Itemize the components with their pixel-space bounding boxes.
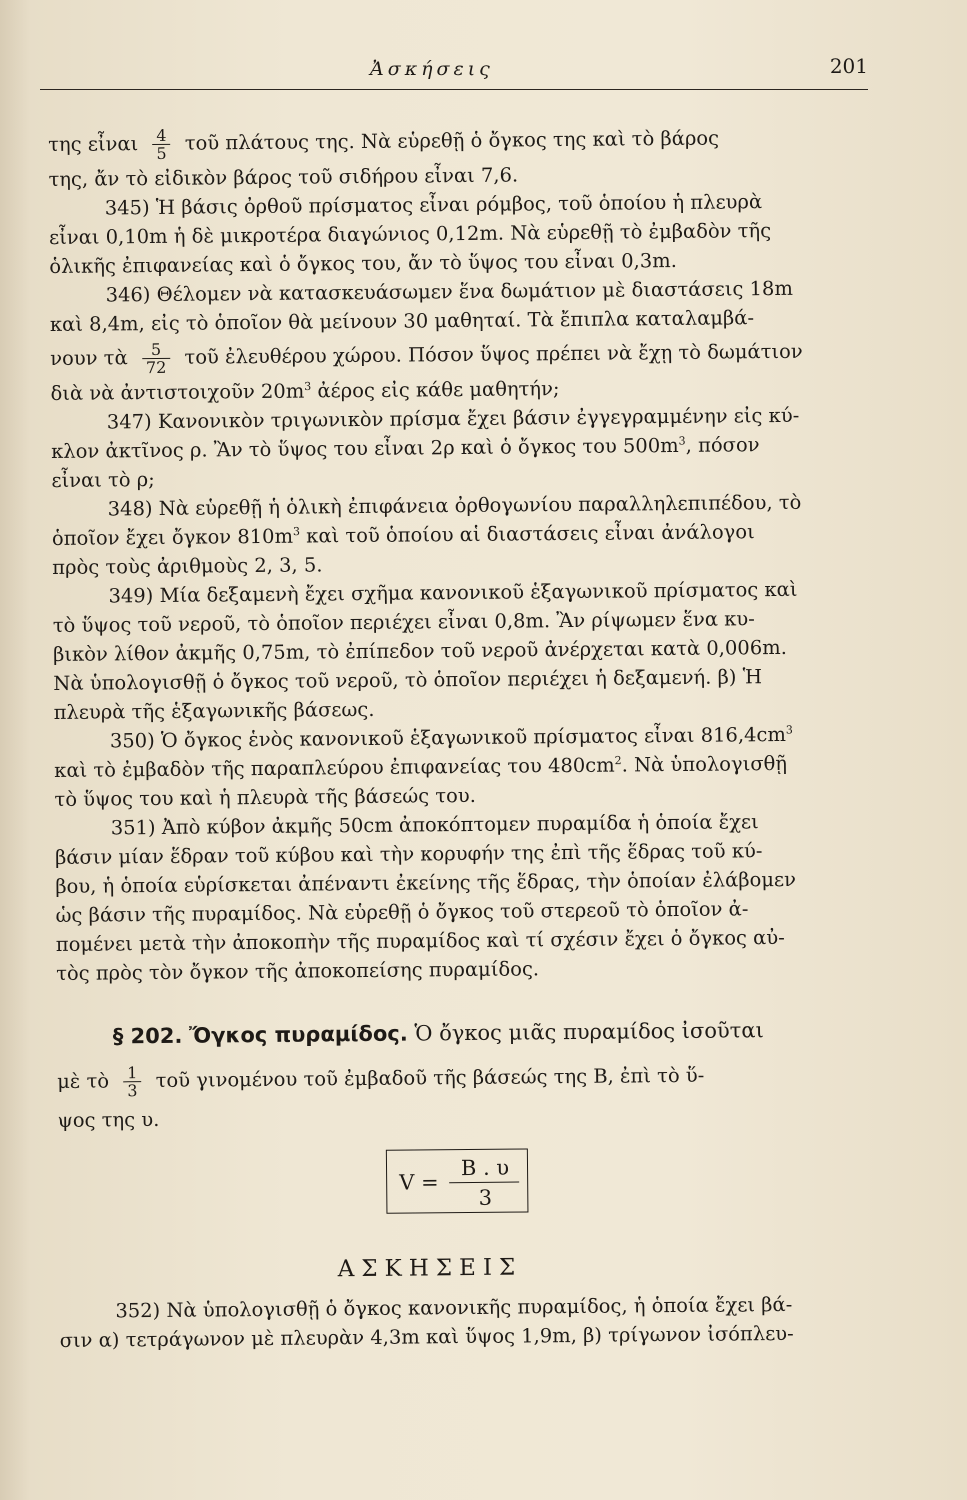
- formula-lhs: V =: [399, 1170, 439, 1195]
- text-fragment: 350) Ὁ ὄγκος ἑνὸς κανονικοῦ ἑξαγωνικοῦ πρίσματος εἶναι 816,4cm: [109, 722, 787, 753]
- fraction-numerator: 4: [152, 127, 170, 145]
- running-header: [40, 52, 868, 92]
- text-line: βάσιν μίαν ἕδραν τοῦ κύβου καὶ τὴν κορυφήν της ἐπὶ τῆς ἕδρας τοῦ κύ-: [54, 839, 763, 869]
- fraction-numerator: 5: [142, 341, 171, 359]
- fraction-numerator: 1: [123, 1064, 141, 1082]
- text-line: βικὸν λίθον ἀκμῆς 0,75m, τὸ ἐπίπεδον τοῦ νεροῦ ἀνέρχεται κατὰ 0,006m.: [52, 635, 787, 666]
- page-gutter-shadow: [0, 0, 30, 1500]
- superscript: 3: [292, 525, 301, 539]
- fraction: [142, 341, 171, 376]
- text-fragment: τοῦ ἐλευθέρου χώρου. Πόσον ὕψος πρέπει νὰ ἔχῃ τὸ δωμάτιον: [184, 339, 803, 369]
- text-line: πομένει μετὰ τὴν ἀποκοπὴν τῆς πυραμίδος καὶ τί σχέσιν ἔχει ὁ ὄγκος αὐ-: [55, 925, 785, 956]
- text-line: ὁλικῆς ἐπιφανείας καὶ ὁ ὄγκος του, ἄν τὸ ὕψος του εἶναι 0,3m.: [49, 248, 678, 278]
- exercises-heading: ΑΣΚΗΣΕΙΣ: [337, 1254, 523, 1283]
- page-number: 201: [829, 54, 868, 78]
- text-fragment: διὰ νὰ ἀντιστοιχοῦν 20m: [50, 379, 305, 405]
- exercise-346-start: 346) Θέλομεν νὰ κατασκευάσωμεν ἕνα δωμάτιον μὲ διαστάσεις 18m: [105, 276, 793, 307]
- text-line: της, ἄν τὸ εἰδικὸν βάρος τοῦ σιδήρου εἶναι 7,6.: [48, 163, 519, 191]
- text-line: τὸ ὕψος του καὶ ἡ πλευρὰ τῆς βάσεώς του.: [54, 783, 476, 811]
- text-fragment: μὲ τὸ: [57, 1069, 110, 1093]
- formula-denominator: 3: [478, 1185, 493, 1210]
- text-fragment: ἀέρος εἰς κάθε μαθητήν;: [311, 377, 560, 403]
- text-line: τὸ ὕψος τοῦ νεροῦ, τὸ ὁποῖον περιέχει εἶναι 0,8m. Ἂν ρίψωμεν ἕνα κυ-: [52, 607, 755, 637]
- section-text: Ὁ ὄγκος μιᾶς πυραμίδος ἰσοῦται: [414, 1018, 764, 1046]
- superscript: 3: [304, 379, 312, 394]
- text-line: [50, 331, 872, 379]
- text-fragment: καὶ τὸ ἐμβαδὸν τῆς παραπλεύρου ἐπιφανείας του 480cm: [54, 753, 615, 782]
- text-line: βου, ἡ ὁποία εὑρίσκεται ἀπέναντι ἐκείνης τῆς ἕδρας, τὴν ὁποίαν ἐλάβομεν: [55, 867, 797, 898]
- text-line: ψος της υ.: [57, 1107, 160, 1132]
- text-line: εἶναι τὸ ρ;: [51, 467, 155, 492]
- superscript: 3: [785, 723, 793, 737]
- header-title: Ἀσκήσεις: [370, 58, 494, 80]
- fraction-denominator: 72: [145, 357, 167, 378]
- text-line: Νὰ ὑπολογισθῇ ὁ ὄγκος τοῦ νεροῦ, τὸ ὁποῖον περιέχει ἡ δεξαμενή. β) Ἡ: [53, 665, 763, 695]
- fraction-denominator: 3: [127, 1081, 138, 1101]
- fraction-denominator: 5: [156, 143, 167, 163]
- exercise-347-start: 347) Κανονικὸν τριγωνικὸν πρίσμα ἔχει βάσιν ἐγγεγραμμένην εἰς κύ-: [106, 403, 800, 434]
- text-fragment: νουν τὰ: [50, 346, 128, 370]
- text-line: ὡς βάσιν τῆς πυραμίδος. Νὰ εὑρεθῇ ὁ ὄγκος τοῦ στερεοῦ τὸ ὁποῖον ἀ-: [55, 897, 749, 927]
- header-rule: [40, 89, 868, 90]
- text-fragment: τοῦ πλάτους της. Νὰ εὑρεθῇ ὁ ὄγκος της καὶ τὸ βάρος: [184, 126, 720, 155]
- text-fragment: τοῦ γινομένου τοῦ ἐμβαδοῦ τῆς βάσεώς της Β, ἐπὶ τὸ ὕ-: [155, 1063, 705, 1093]
- superscript: 3: [678, 434, 686, 448]
- exercise-349-start: 349) Μία δεξαμενὴ ἔχει σχῆμα κανονικοῦ ἑξαγωνικοῦ πρίσματος καὶ: [108, 577, 798, 608]
- text-fragment: ὁποῖον ἔχει ὄγκον 810m: [51, 524, 294, 550]
- section-title: Ὄγκος πυραμίδος.: [188, 1021, 408, 1048]
- exercise-348-start: 348) Νὰ εὑρεθῇ ἡ ὁλικὴ ἐπιφάνεια ὀρθογωνίου παραλληλεπιπέδου, τὸ: [107, 490, 802, 521]
- volume-formula-box: [386, 1148, 529, 1213]
- text-line: σιν α) τετράγωνον μὲ πλευρὰν 4,3m καὶ ὕψος 1,9m, β) τρίγωνον ἰσόπλευ-: [59, 1321, 794, 1352]
- text-line: πλευρὰ τῆς ἑξαγωνικῆς βάσεως.: [53, 697, 375, 724]
- text-line: πρὸς τοὺς ἀριθμοὺς 2, 3, 5.: [52, 553, 323, 579]
- superscript: 2: [614, 754, 622, 768]
- text-line: εἶναι 0,10m ἡ δὲ μικροτέρα διαγώνιος 0,12m. Νὰ εὑρεθῇ τὸ ἐμβαδὸν τῆς: [48, 219, 772, 249]
- exercise-351-start: 351) Ἀπὸ κύβον ἀκμῆς 50cm ἀποκόπτομεν πυραμίδα ἡ ὁποία ἔχει: [110, 810, 759, 840]
- page-body: [48, 117, 882, 1355]
- text-fragment: της εἶναι: [48, 132, 139, 156]
- exercise-345-start: 345) Ἡ βάσις ὀρθοῦ πρίσματος εἶναι ρόμβος, τοῦ ὁποίου ἡ πλευρὰ: [104, 190, 763, 220]
- text-line: τὸς πρὸς τὸν ὄγκον τῆς ἀποκοπείσης πυραμίδος.: [56, 957, 540, 985]
- formula-numerator: Β . υ: [460, 1155, 510, 1181]
- exercise-352-start: 352) Νὰ ὑπολογισθῇ ὁ ὄγκος κανονικῆς πυραμίδος, ἡ ὁποία ἔχει βά-: [115, 1292, 793, 1323]
- text-fragment: , πόσον: [685, 433, 760, 457]
- section-heading: [57, 1008, 879, 1058]
- text-line: [57, 1050, 879, 1106]
- fraction: [123, 1064, 142, 1099]
- text-line: καὶ 8,4m, εἰς τὸ ὁποῖον θὰ μείνουν 30 μαθηταί. Τὰ ἔπιπλα καταλαμβά-: [49, 306, 755, 336]
- section-number: § 202.: [112, 1023, 183, 1049]
- fraction: [152, 127, 171, 162]
- text-fragment: καὶ τοῦ ὁποίου αἱ διαστάσεις εἶναι ἀνάλογοι: [299, 520, 755, 548]
- text-fragment: κλον ἀκτῖνος ρ. Ἂν τὸ ὕψος του εἶναι 2ρ καὶ ὁ ὄγκος του 500m: [51, 433, 679, 463]
- text-fragment: . Νὰ ὑπολογισθῇ: [621, 751, 788, 777]
